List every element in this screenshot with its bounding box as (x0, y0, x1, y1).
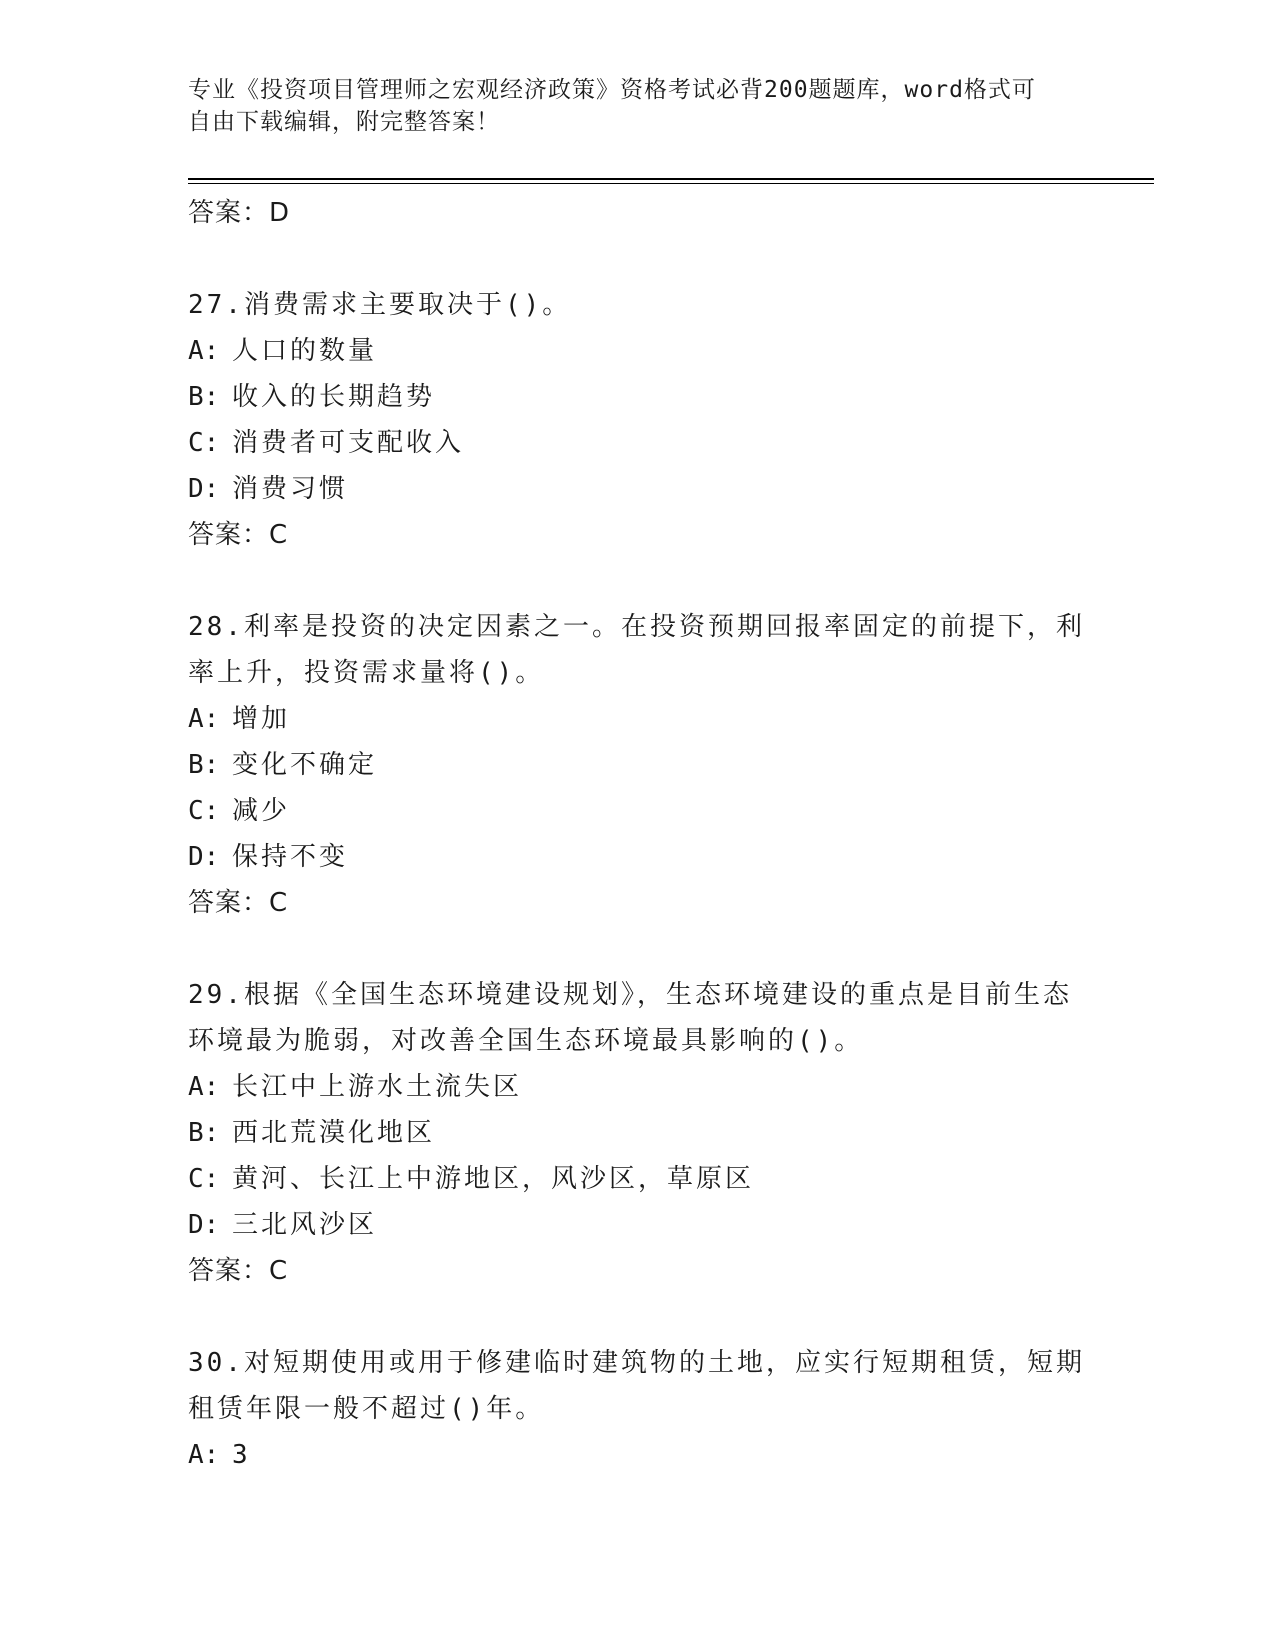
option-text: 变化不确定 (232, 750, 378, 780)
option-row (188, 374, 1088, 420)
option-row (188, 834, 1088, 880)
option-row (188, 1064, 1088, 1110)
header-rule-thin (188, 183, 1154, 184)
header-line-2: 自由下载编辑，附完整答案！ (188, 109, 500, 135)
option-letter: B: (188, 1118, 220, 1148)
option-row (188, 328, 1088, 374)
header-line-1: 专业《投资项目管理师之宏观经济政策》资格考试必背200题题库，word格式可 (188, 77, 1036, 103)
option-letter: D: (188, 842, 220, 872)
option-row (188, 1202, 1088, 1248)
option-text: 消费习惯 (232, 474, 349, 504)
option-letter: C: (188, 1164, 220, 1194)
option-row (188, 696, 1088, 742)
question-text: 租赁年限一般不超过()年。 (188, 1394, 545, 1424)
option-text: 消费者可支配收入 (232, 428, 465, 458)
question-text: 环境最为脆弱，对改善全国生态环境最具影响的()。 (188, 1026, 864, 1056)
option-letter: A: (188, 704, 220, 734)
option-letter: A: (188, 336, 220, 366)
answer-line: 答案：C (188, 520, 289, 550)
option-row (188, 420, 1088, 466)
option-text: 保持不变 (232, 842, 349, 872)
option-row (188, 1432, 1088, 1478)
option-text: 长江中上游水土流失区 (232, 1072, 523, 1102)
question-list (188, 282, 1088, 1478)
option-letter: C: (188, 428, 220, 458)
question-block (188, 972, 1088, 1294)
answer-line: 答案：C (188, 1256, 289, 1286)
question-text: 29.根据《全国生态环境建设规划》，生态环境建设的重点是目前生态 (188, 980, 1072, 1010)
answer-line: 答案：C (188, 888, 289, 918)
option-text: 收入的长期趋势 (232, 382, 436, 412)
option-letter: A: (188, 1072, 220, 1102)
option-row (188, 466, 1088, 512)
option-row (188, 788, 1088, 834)
header-rule-thick (188, 178, 1154, 180)
question-block (188, 604, 1088, 926)
option-letter: A: (188, 1440, 220, 1470)
document-body (188, 190, 1088, 1478)
option-text: 3 (232, 1440, 251, 1470)
question-text: 27.消费需求主要取决于()。 (188, 290, 572, 320)
question-text: 30.对短期使用或用于修建临时建筑物的土地，应实行短期租赁，短期 (188, 1348, 1085, 1378)
option-text: 人口的数量 (232, 336, 378, 366)
option-text: 黄河、长江上中游地区，风沙区，草原区 (232, 1164, 755, 1194)
question-text: 率上升，投资需求量将()。 (188, 658, 545, 688)
option-letter: D: (188, 474, 220, 504)
option-letter: B: (188, 750, 220, 780)
option-letter: B: (188, 382, 220, 412)
option-letter: C: (188, 796, 220, 826)
page-header (188, 74, 1088, 138)
question-text: 28.利率是投资的决定因素之一。在投资预期回报率固定的前提下，利 (188, 612, 1085, 642)
option-text: 西北荒漠化地区 (232, 1118, 436, 1148)
option-letter: D: (188, 1210, 220, 1240)
option-text: 三北风沙区 (232, 1210, 378, 1240)
option-row (188, 742, 1088, 788)
option-row (188, 1110, 1088, 1156)
question-block (188, 282, 1088, 558)
option-row (188, 1156, 1088, 1202)
option-text: 增加 (232, 704, 291, 734)
question-block (188, 1340, 1088, 1478)
option-text: 减少 (232, 796, 291, 826)
answer-line: 答案：D (188, 198, 291, 228)
